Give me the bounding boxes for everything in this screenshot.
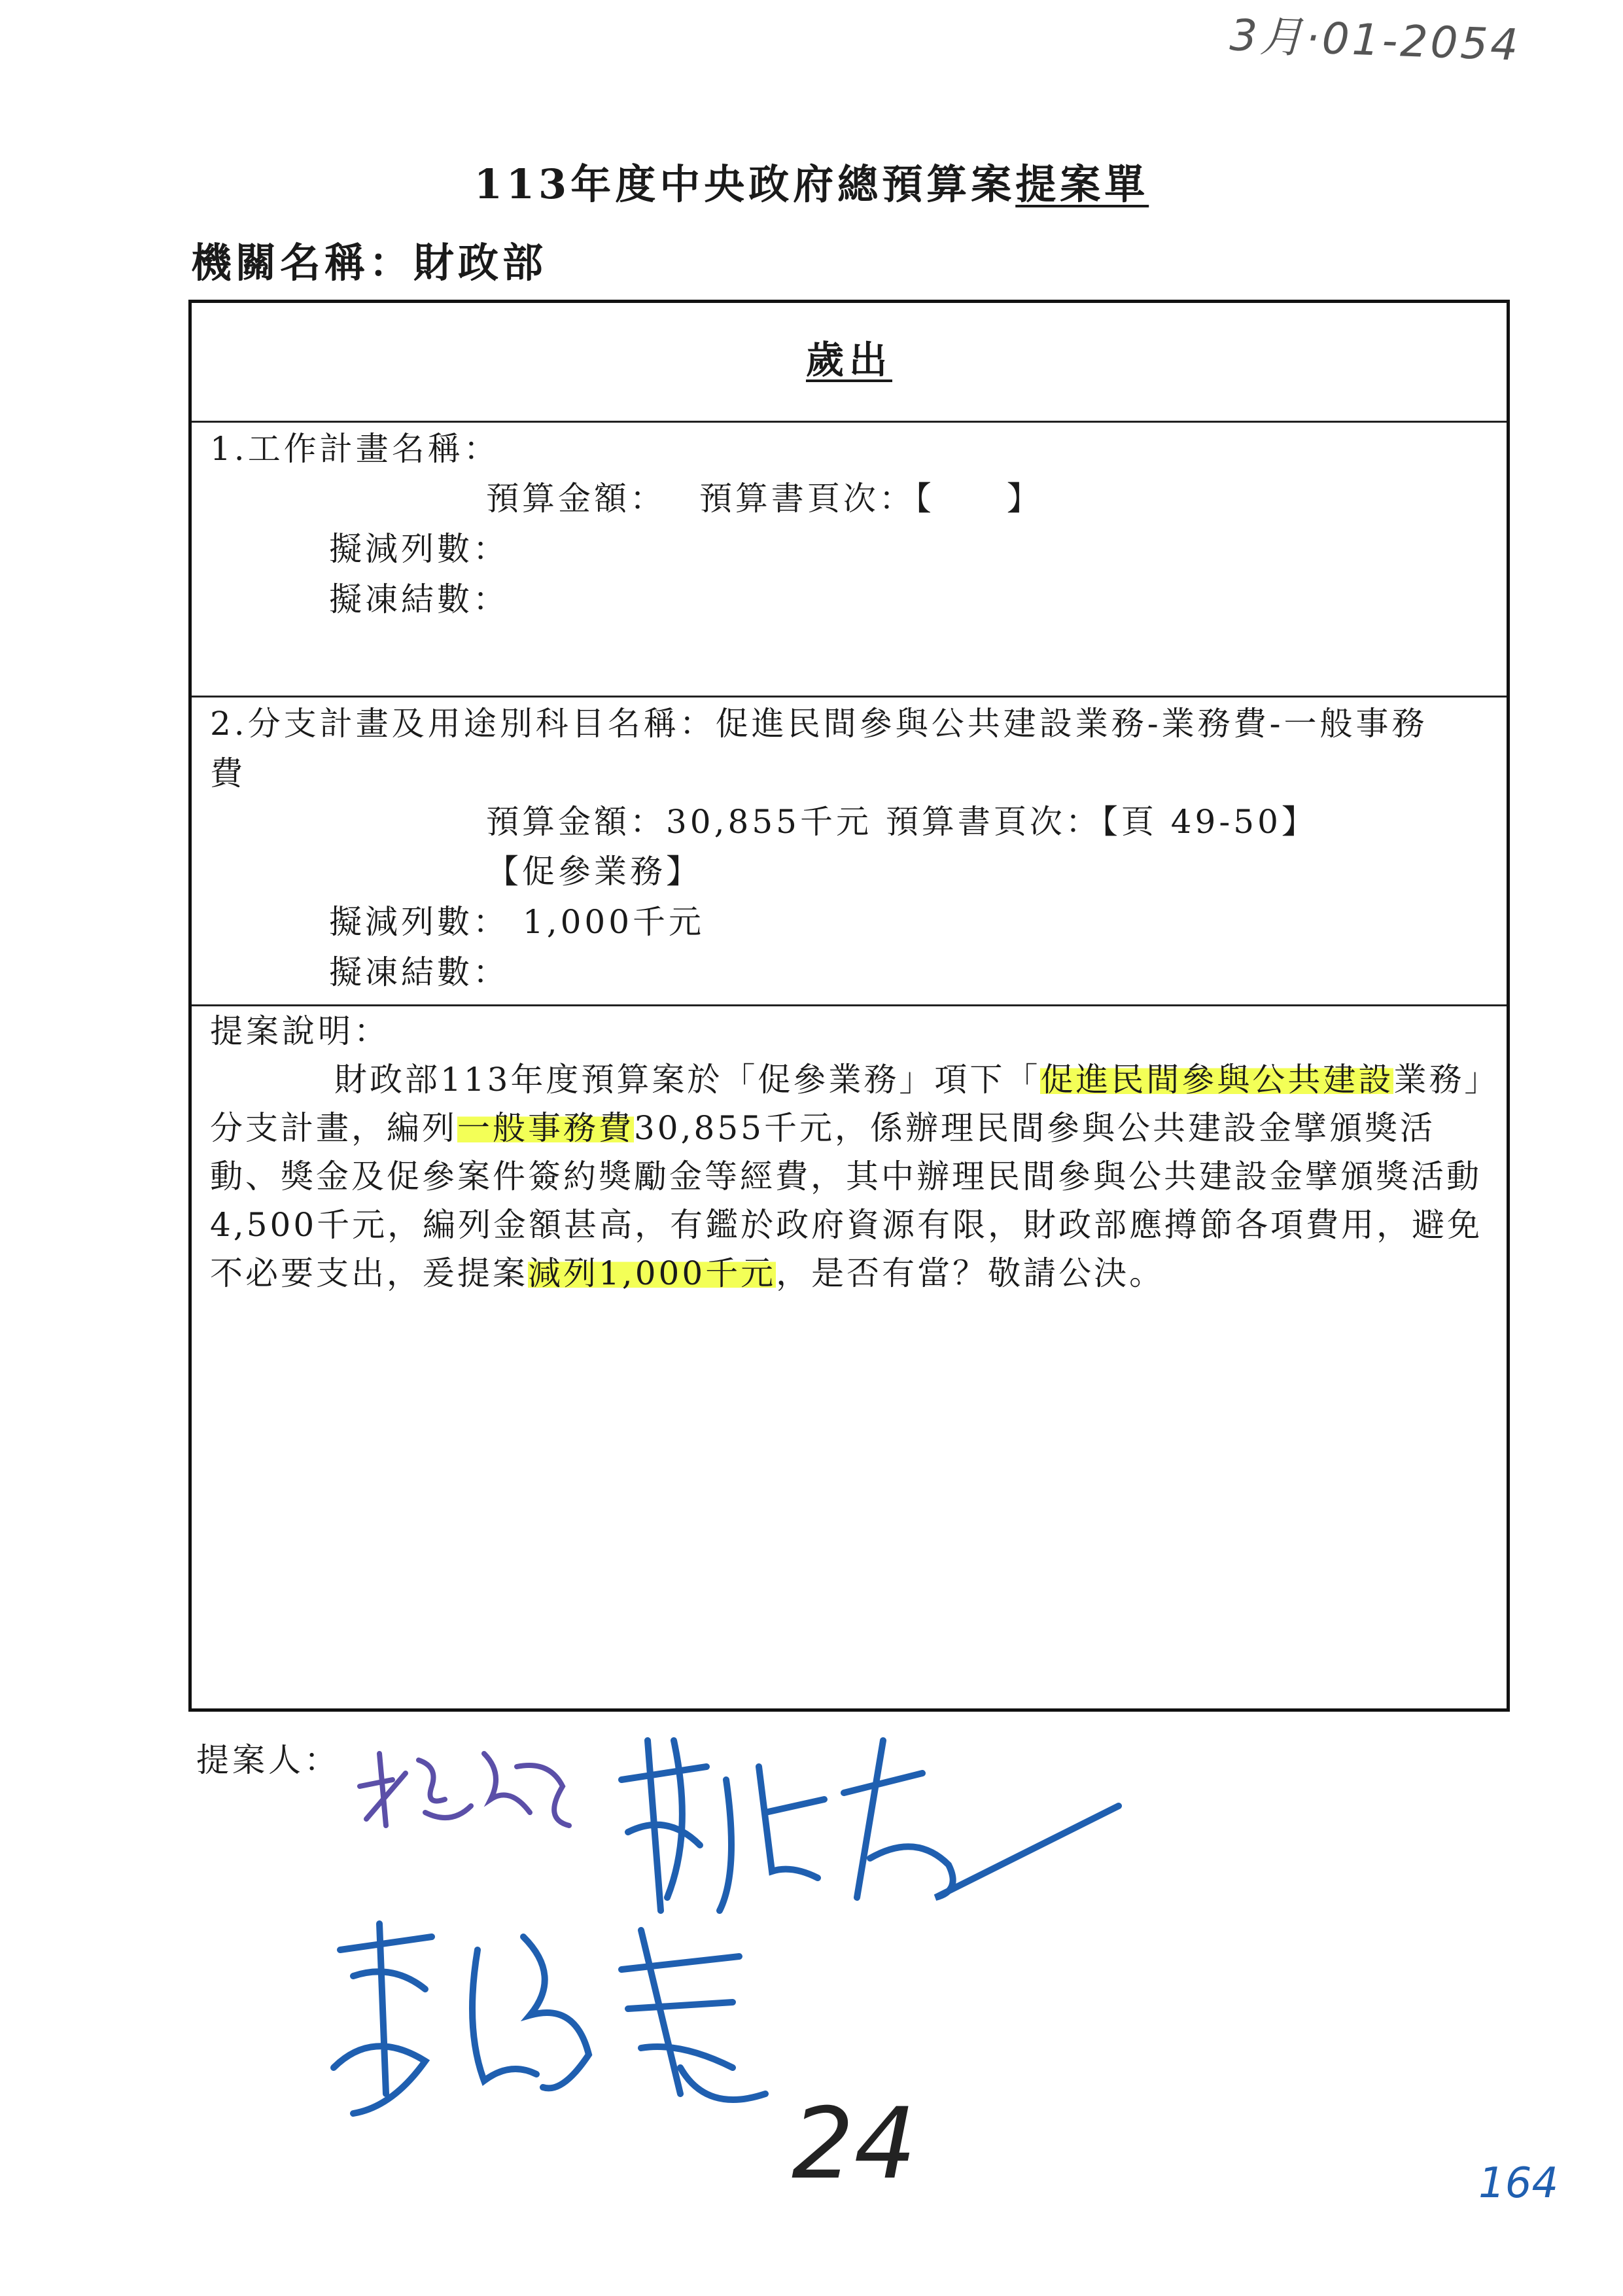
item2-heading-cont: 費 [210, 754, 246, 792]
page-number: 164 [1478, 2159, 1559, 2208]
document-title [0, 152, 1623, 210]
signature-1 [353, 1727, 589, 1845]
item2-reduce: 擬減列數： 1,000千元 [329, 903, 705, 941]
title-main: 113年度中央政府總預算案 [474, 160, 1016, 208]
highlight-1: 促進民間參與公共建設 [1040, 1061, 1394, 1099]
highlight-3: 減列1,000千元 [528, 1254, 777, 1292]
handwritten-date: 3月·01-2054 [1229, 10, 1522, 71]
item2-heading: 2.分支計畫及用途別科目名稱：促進民間參與公共建設業務-業務費-一般事務 [210, 705, 1428, 743]
divider-3 [192, 1004, 1507, 1006]
agency-name: 機關名稱：財政部 [191, 239, 548, 287]
proposal-form-box [188, 300, 1510, 1712]
item2-freeze: 擬凍結數： [329, 953, 509, 991]
proposal-heading: 提案說明： [210, 1012, 390, 1050]
signature-3 [314, 1898, 850, 2133]
highlight-2: 一般事務費 [457, 1109, 634, 1147]
proposal-body: 財政部113年度預算案於「促參業務」項下「促進民間參與公共建設業務」分支計畫，編列一般事務費30,855千元，係辦理民間參與公共建設金擘頒獎活動、獎金及促參案件簽約獎勵金等經費，其中辦理民間參與公共建設金擘頒獎活動4,500千元，編列金額甚高，有鑑於政府資源有限，財政部應撙節各項費用，避免不必要支出，爰提案減列1,000千元，是否有當？敬請公決。 [210, 1061, 1484, 1292]
section-title: 歲出 [805, 338, 892, 382]
handwritten-number: 24 [792, 2087, 916, 2201]
item1-heading: 1.工作計畫名稱： [210, 430, 500, 468]
item1-freeze: 擬凍結數： [329, 580, 509, 618]
proposer-label: 提案人： [196, 1741, 340, 1779]
item1-budget-line: 預算金額： 預算書頁次：【 】 [486, 480, 1043, 518]
divider-1 [192, 421, 1507, 423]
item2-budget-line: 預算金額：30,855千元 預算書頁次：【頁 49-50】 [486, 803, 1318, 841]
divider-2 [192, 696, 1507, 698]
title-underlined: 提案單 [1015, 160, 1149, 208]
item1-reduce: 擬減列數： [329, 530, 509, 568]
item2-category: 【促參業務】 [486, 853, 702, 891]
